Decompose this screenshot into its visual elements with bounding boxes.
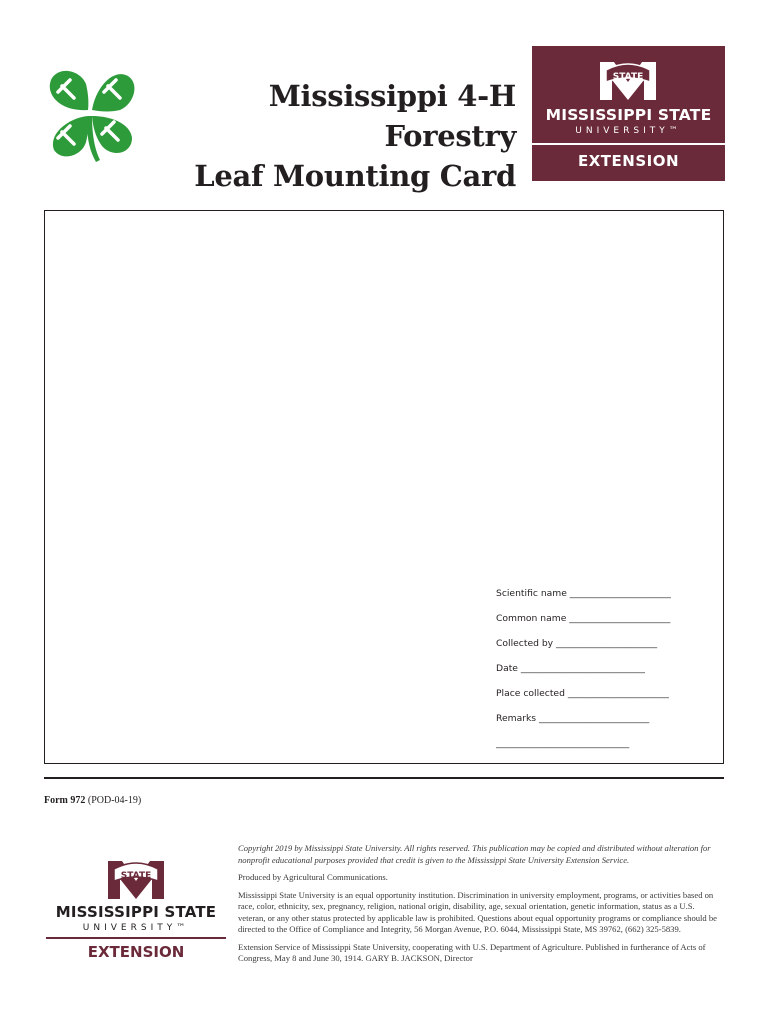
- msu-name: MISSISSIPPI STATE: [545, 106, 712, 124]
- date-field[interactable]: Date ___________________________: [496, 663, 645, 674]
- logo-divider: [532, 143, 725, 145]
- place-collected-field[interactable]: Place collected ______________________: [496, 688, 669, 699]
- msu-university: UNIVERSITY™: [575, 126, 682, 136]
- remarks-field[interactable]: Remarks ________________________: [496, 713, 650, 724]
- msu-university: UNIVERSITY™: [82, 923, 190, 933]
- form-number-label: Form 972: [44, 795, 86, 806]
- common-name-field[interactable]: Common name ______________________: [496, 613, 671, 624]
- msu-extension: EXTENSION: [577, 152, 680, 170]
- scientific-name-field[interactable]: Scientific name ______________________: [496, 588, 671, 599]
- title-line-1: Mississippi 4-H Forestry: [268, 79, 516, 153]
- state-badge-text: STATE: [120, 871, 152, 881]
- copyright-text: Copyright 2019 by Mississippi State University. All rights reserved. This publication may be copied and distributed without alteration for nonprofit educational purposes provided that credit is given to the Mississippi State University Extension Service.: [238, 843, 711, 865]
- specimen-fields: [496, 588, 716, 763]
- remarks-continuation-field[interactable]: _____________________________: [496, 738, 630, 749]
- document-title: [140, 76, 516, 196]
- msu-m-badge-icon: [104, 855, 168, 903]
- extension-service-text: Extension Service of Mississippi State University, cooperating with U.S. Department of Agriculture. Published in furtherance of Acts of Congress, May 8 and June 30, 1914. GARY B. JACKSON, Director: [238, 941, 706, 963]
- equal-opportunity-text: Mississippi State University is an equal opportunity institution. Discrimination in university employment, programs, or activities based on race, color, ethnicity, sex, pregnancy, religion, national origin, disability, age, sexual orientation, genetic information, status as a U.S. veteran, or any other status protected by applicable law is prohibited. Questions about equal opportunity programs or compliance should be directed to the Office of Compliance and Integrity, 56 Morgan Avenue, P.O. 6044, Mississippi State, MS 39762, (662) 325-5839.: [238, 889, 717, 934]
- four-leaf-clover-icon: [38, 62, 142, 166]
- section-divider: [44, 777, 724, 779]
- form-code: (POD-04-19): [87, 795, 142, 806]
- collected-by-field[interactable]: Collected by ______________________: [496, 638, 658, 649]
- legal-notice: [238, 843, 724, 971]
- produced-by-text: Produced by Agricultural Communications.: [238, 872, 388, 882]
- form-number: [44, 795, 141, 806]
- msu-m-badge-icon: [596, 56, 660, 104]
- msu-extension-logo: [532, 46, 725, 181]
- msu-name: MISSISSIPPI STATE: [55, 903, 217, 921]
- title-line-2: Leaf Mounting Card: [194, 159, 516, 193]
- msu-extension-logo-footer: [46, 855, 226, 965]
- msu-extension: EXTENSION: [87, 943, 185, 961]
- logo-divider: [46, 937, 226, 939]
- state-badge-text: STATE: [612, 72, 644, 82]
